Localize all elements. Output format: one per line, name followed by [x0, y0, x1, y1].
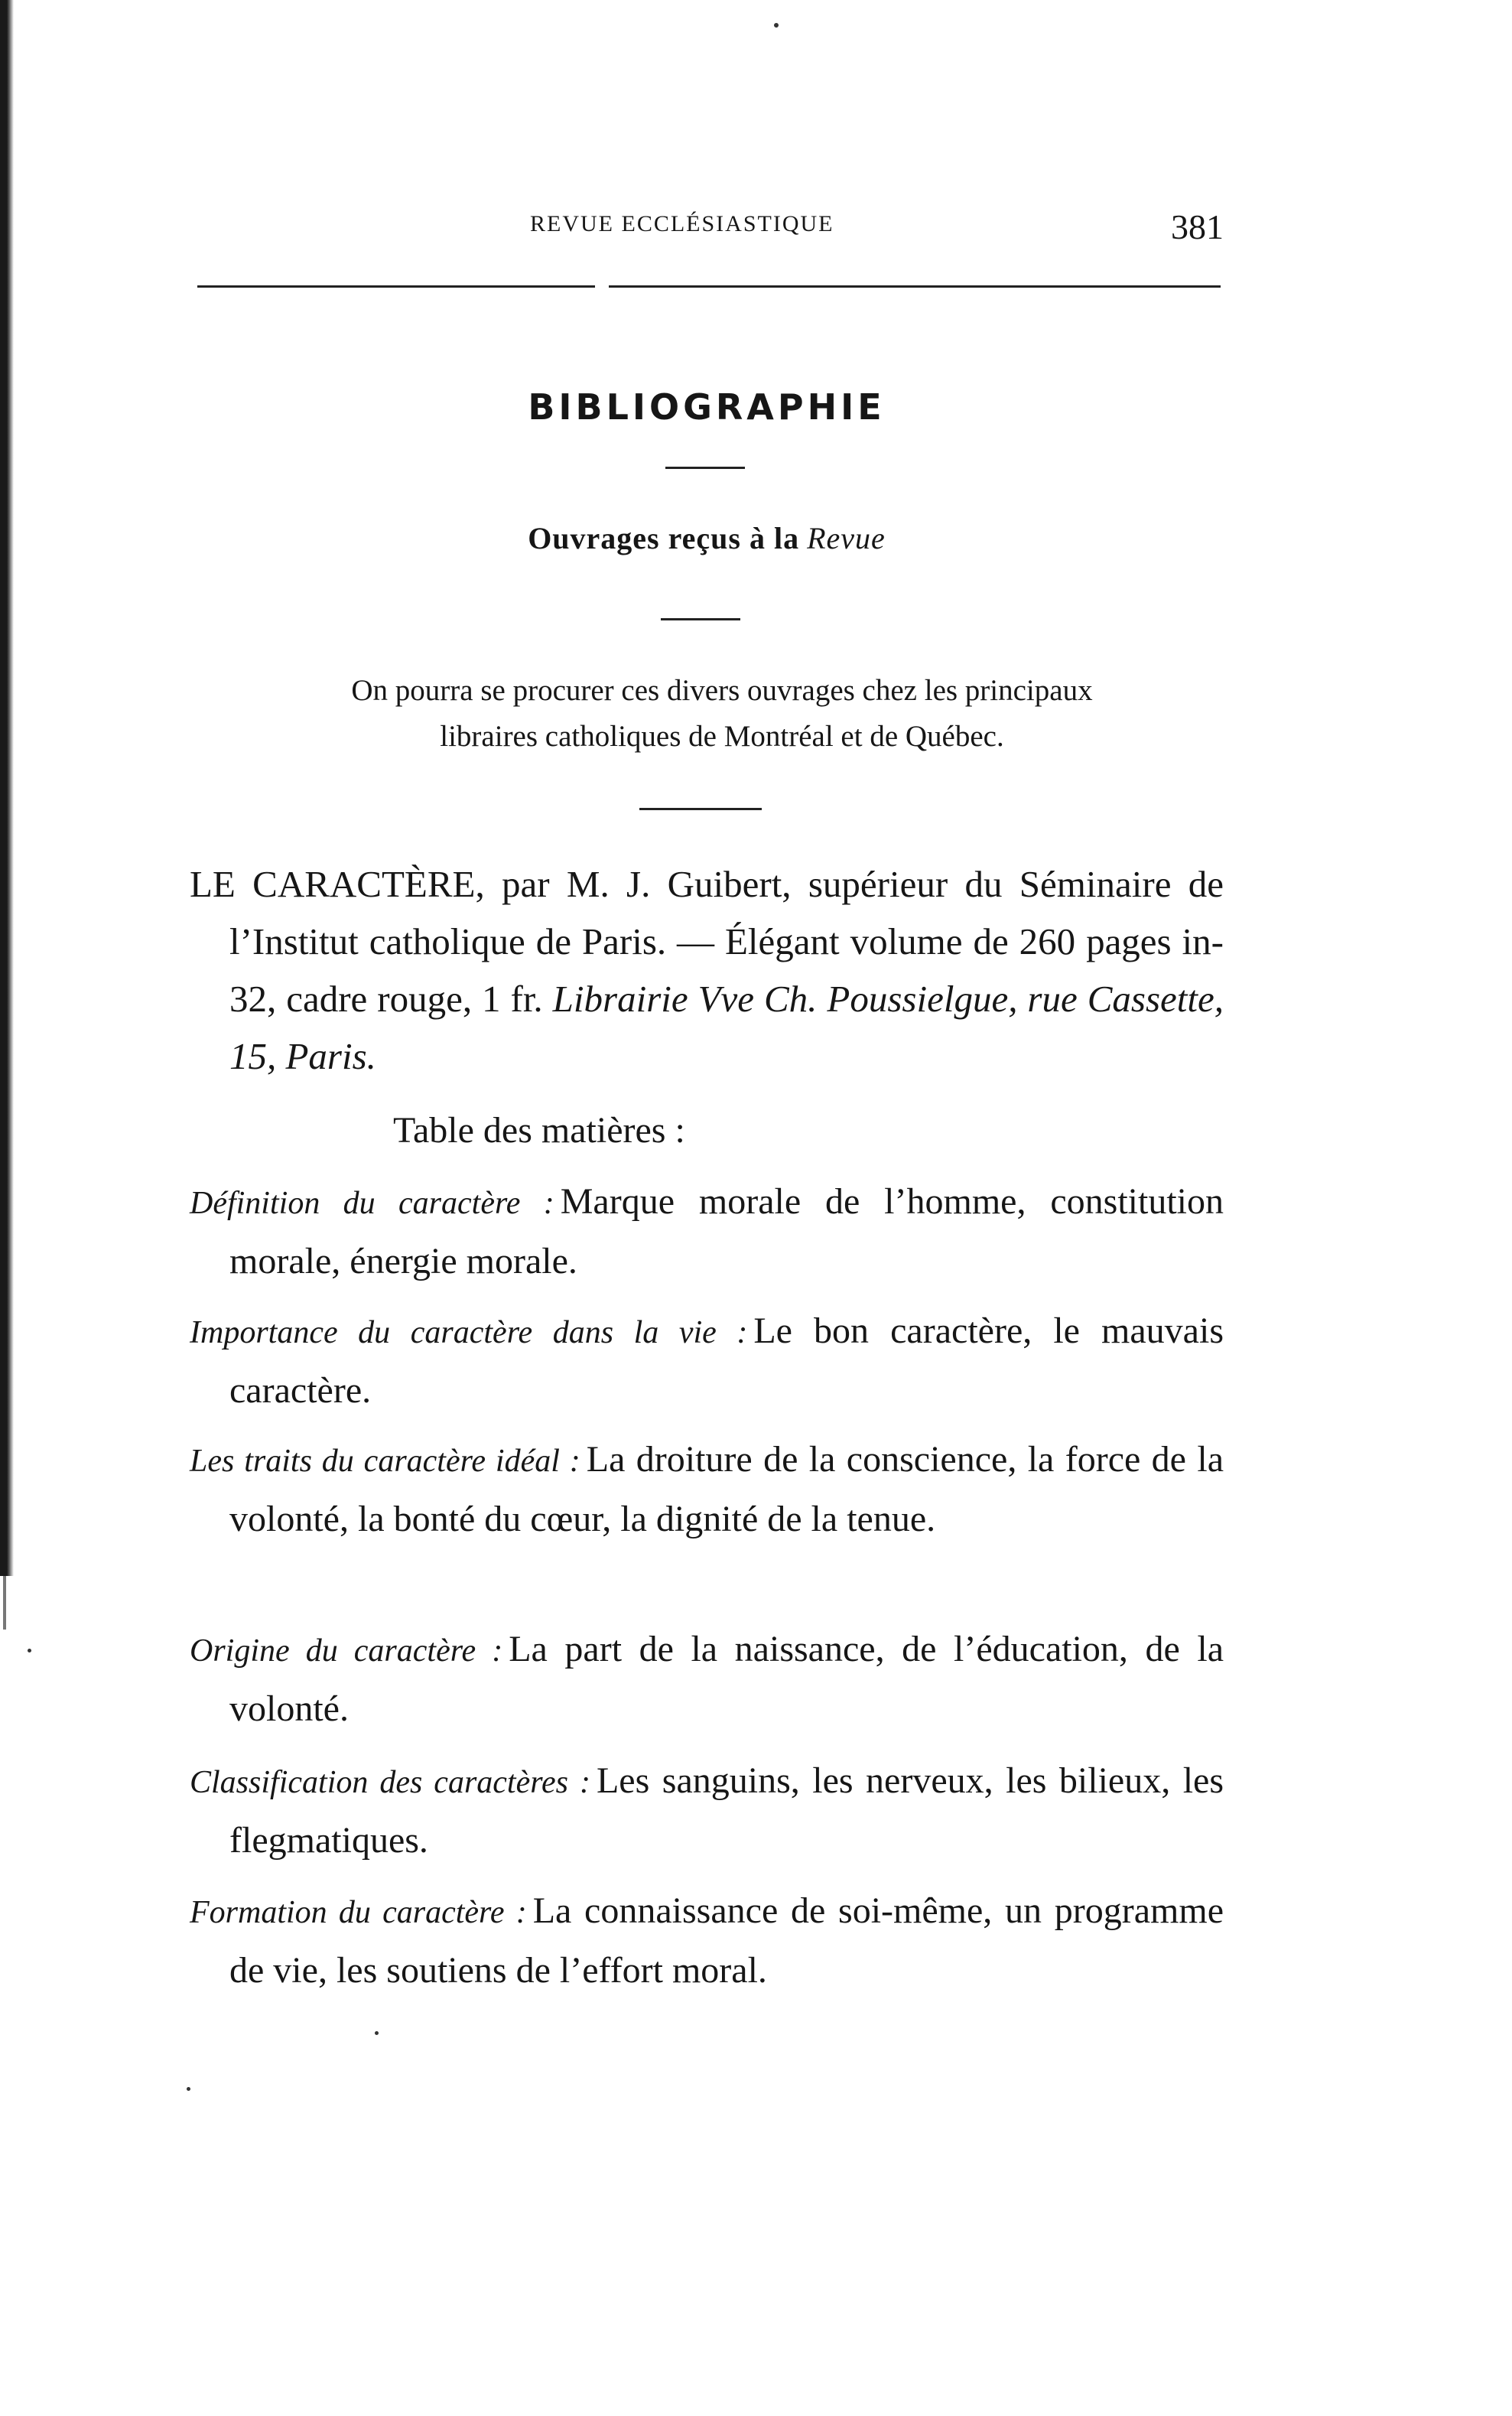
note-line: On pourra se procurer ces divers ouvrages chez les principaux [351, 674, 1093, 707]
ornament-rule [665, 467, 745, 469]
contents-item-label: Origine du caractère : [190, 1633, 503, 1669]
contents-item [190, 1302, 1224, 1419]
running-title: REVUE ECCLÉSIASTIQUE [530, 211, 834, 236]
book-page [190, 0, 1224, 2416]
entry-imprint: Librairie Vve Ch. Poussielgue, rue Cassette, 15, Paris. [229, 978, 1224, 1077]
contents-item-text: Les sanguins, les nerveux, les bilieux, les flegmatiques. [229, 1760, 1224, 1861]
ink-speck [28, 1649, 31, 1652]
header-rule-right [609, 285, 1221, 288]
contents-item-label: Importance du caractère dans la vie : [190, 1315, 748, 1350]
section-title: BIBLIOGRAPHIE [528, 386, 886, 428]
entry-paragraph [190, 855, 1224, 1085]
contents-item-text: La part de la naissance, de l’éducation, de la volonté. [229, 1629, 1224, 1729]
contents-item-text: La connaissance de soi-même, un programme de vie, les soutiens de l’effort moral. [229, 1890, 1224, 1991]
contents-item-label: Formation du caractère : [190, 1895, 527, 1930]
contents-item-text: Marque morale de l’homme, constitution morale, énergie morale. [229, 1181, 1224, 1281]
contents-item [190, 1882, 1224, 1999]
contents-item [190, 1620, 1224, 1737]
contents-item [190, 1752, 1224, 1869]
binding-shadow [0, 0, 14, 1576]
subtitle-italic: Revue [807, 521, 886, 555]
entry-text: LE CARACTÈRE, par M. J. Guibert, supérieur du Séminaire de l’Institut catholique de Paris. — Élégant volume de 260 pages in-32, cadre rouge, 1 fr. [190, 863, 1224, 1020]
availability-note [220, 668, 1224, 760]
book-entry [190, 855, 1224, 1085]
contents-item [190, 1173, 1224, 1290]
contents-item-text: La droiture de la conscience, la force de la volonté, la bonté du cœur, la dignité de la tenue. [229, 1439, 1224, 1539]
contents-item-label: Classification des caractères : [190, 1765, 590, 1800]
running-header [190, 207, 1224, 252]
page-number: 381 [1171, 207, 1224, 246]
contents-item-text: Le bon caractère, le mauvais caractère. [229, 1311, 1224, 1411]
contents-item-label: Définition du caractère : [190, 1186, 554, 1221]
subtitle-text: Ouvrages reçus à la [528, 521, 800, 555]
section-subtitle [190, 520, 1224, 556]
header-rule-left [197, 285, 595, 288]
ornament-rule [639, 808, 762, 810]
ornament-rule [661, 618, 740, 620]
note-line: libraires catholiques de Montréal et de Québec. [440, 720, 1004, 753]
contents-heading: Table des matières : [393, 1110, 685, 1151]
contents-item-label: Les traits du caractère idéal : [190, 1444, 580, 1479]
contents-item [190, 1431, 1224, 1548]
binding-shadow-lower [3, 1576, 6, 1630]
